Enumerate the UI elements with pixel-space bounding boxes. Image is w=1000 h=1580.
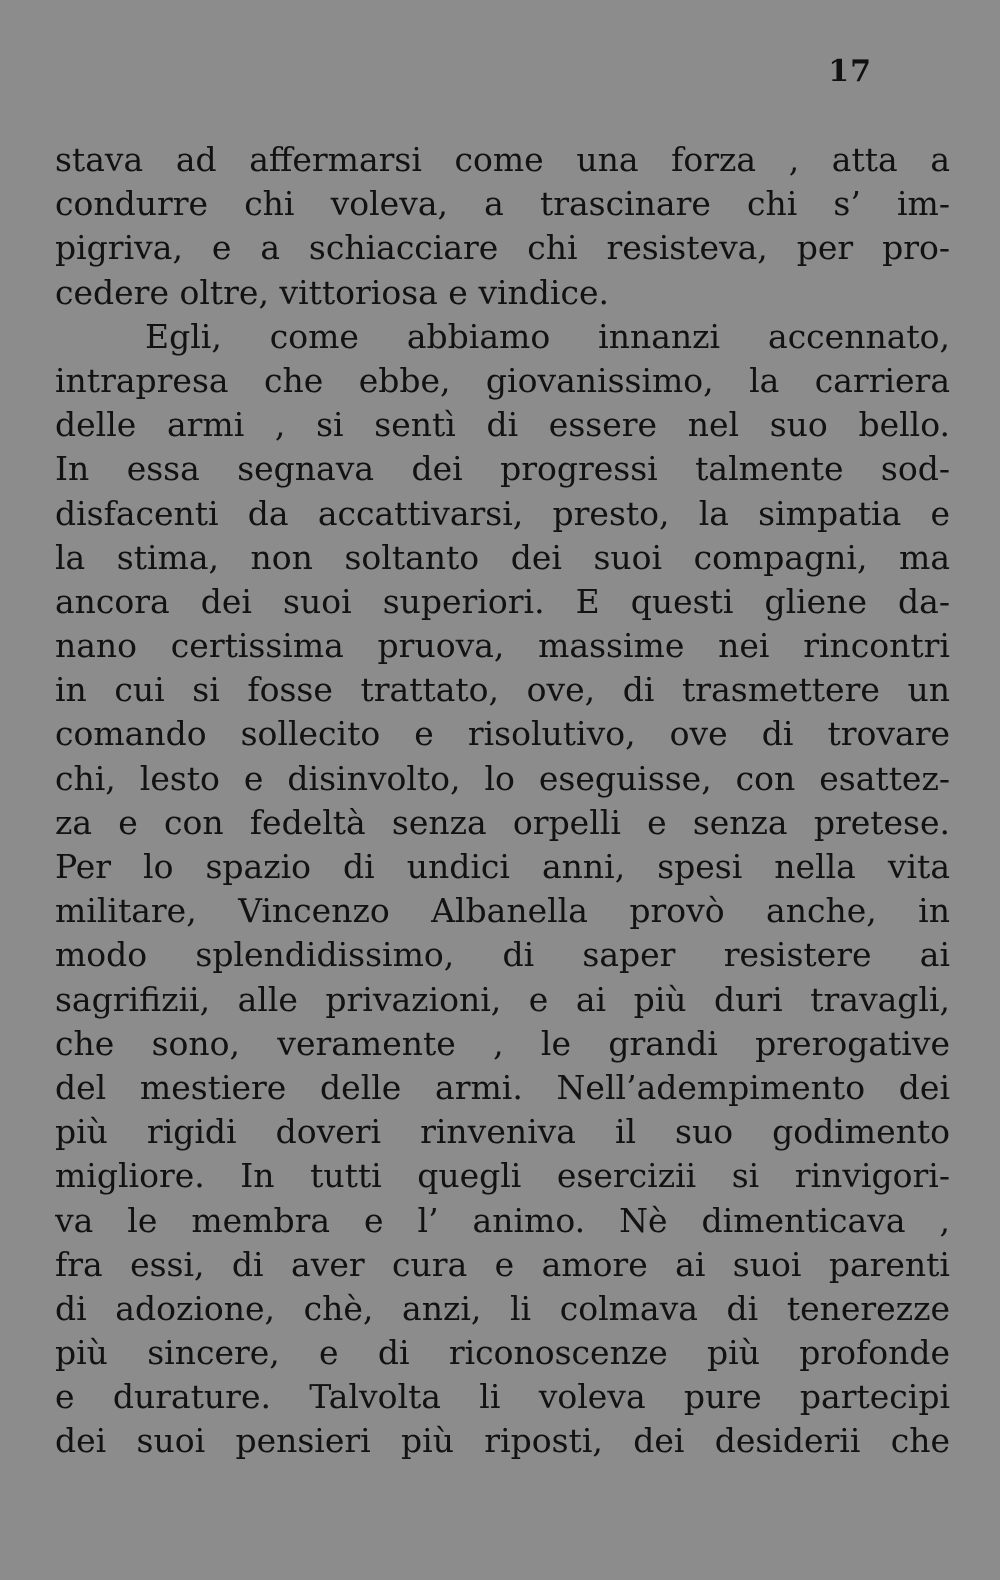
text-line: chi, lesto e disinvolto, lo eseguisse, con esattez- <box>55 758 950 798</box>
text-line: fra essi, di aver cura e amore ai suoi parenti <box>55 1244 950 1284</box>
text-line: Egli, come abbiamo innanzi accennato, <box>145 316 950 356</box>
text-line: va le membra e l’ animo. Nè dimenticava , <box>55 1200 950 1240</box>
text-line: di adozione, chè, anzi, li colmava di tenerezze <box>55 1288 950 1328</box>
text-line: pigriva, e a schiacciare chi resisteva, per pro- <box>55 228 950 268</box>
text-line: delle armi , si sentì di essere nel suo bello. <box>55 405 950 445</box>
text-line: del mestiere delle armi. Nell’adempimento dei <box>55 1067 950 1107</box>
text-line: e durature. Talvolta li voleva pure partecipi <box>55 1377 950 1417</box>
text-line: militare, Vincenzo Albanella provò anche, in <box>55 891 950 931</box>
text-line: nano certissima pruova, massime nei rincontri <box>55 626 950 666</box>
text-line: la stima, non soltanto dei suoi compagni, ma <box>55 537 950 577</box>
text-line: modo splendidissimo, di saper resistere ai <box>55 935 950 975</box>
text-line: in cui si fosse trattato, ove, di trasmettere un <box>55 670 950 710</box>
text-line: za e con fedeltà senza orpelli e senza pretese. <box>55 802 950 842</box>
text-line: ancora dei suoi superiori. E questi gliene da- <box>55 581 950 621</box>
text-line: intrapresa che ebbe, giovanissimo, la carriera <box>55 360 950 400</box>
text-line: dei suoi pensieri più riposti, dei desiderii che <box>55 1421 950 1461</box>
body-text <box>55 138 950 1464</box>
text-line: più rigidi doveri rinveniva il suo godimento <box>55 1112 950 1152</box>
text-line: più sincere, e di riconoscenze più profonde <box>55 1333 950 1373</box>
text-line: stava ad affermarsi come una forza , atta a <box>55 140 950 179</box>
text-line: migliore. In tutti quegli esercizii si rinvigori- <box>55 1156 950 1196</box>
text-line: condurre chi voleva, a trascinare chi s’ im- <box>55 184 950 224</box>
text-line: che sono, veramente , le grandi prerogative <box>55 1023 950 1063</box>
text-line: cedere oltre, vittoriosa e vindice. <box>55 272 609 312</box>
page-number: 17 <box>828 54 872 89</box>
text-line: sagrifizii, alle privazioni, e ai più duri travagli, <box>55 979 950 1019</box>
text-line: In essa segnava dei progressi talmente sod- <box>55 449 950 489</box>
text-line: disfacenti da accattivarsi, presto, la simpatia e <box>55 493 950 533</box>
text-line: comando sollecito e risolutivo, ove di trovare <box>55 714 950 754</box>
text-line: Per lo spazio di undici anni, spesi nella vita <box>55 847 950 886</box>
